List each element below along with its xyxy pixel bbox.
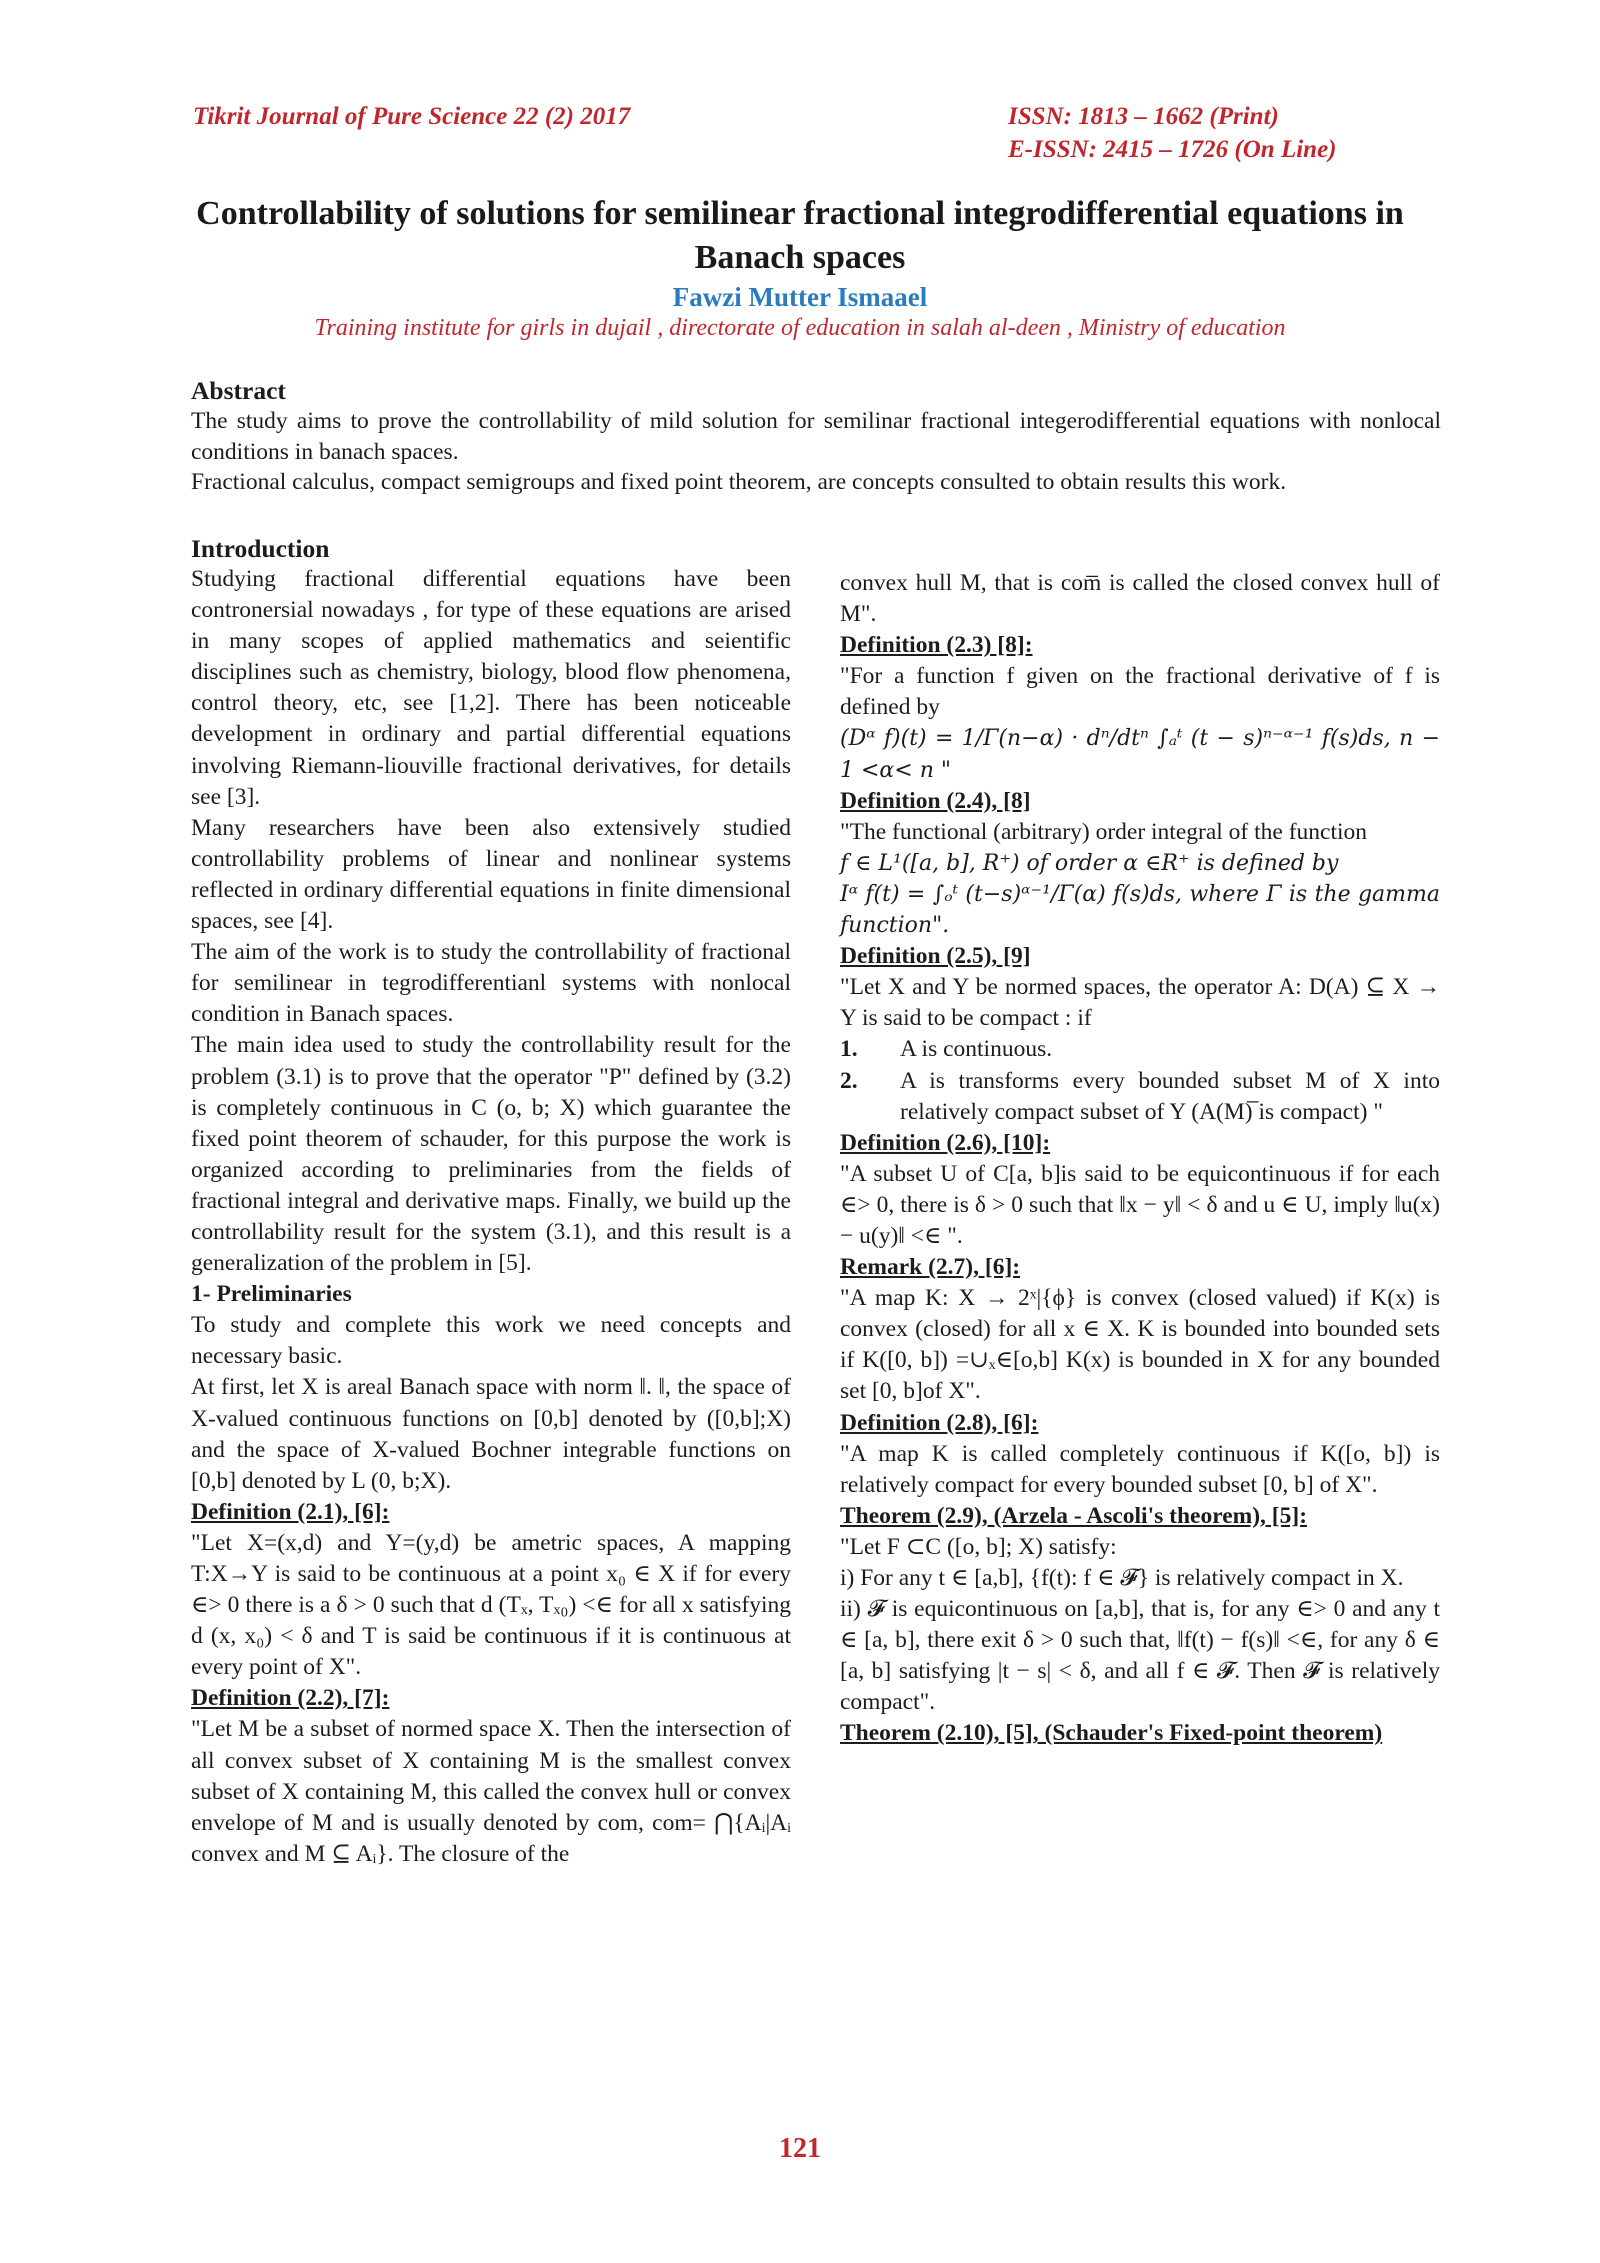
continued-text: convex hull M, that is com̅ is called the closed convex hull of M". (840, 570, 1440, 628)
theorem-2-9-intro: "Let F ⊂C ([o, b]; X) satisfy: (840, 1533, 1117, 1560)
theorem-2-9-item: ii) 𝓕 is equicontinuous on [a,b], that is, for any ∈> 0 and any t ∈ [a, b], there exit δ > 0 such that, ‖f(t) − f(s)‖ <∈, for any δ ∈ [a, b] satisfying |t − s| < δ, and all f ∈ 𝓕. Then 𝓕 is relatively compact". (840, 1596, 1440, 1716)
abstract-section (191, 376, 1441, 498)
author-affiliation: Training institute for girls in dujail , directorate of education in salah al-deen , Ministry of education (314, 315, 1286, 341)
abstract-heading: Abstract (191, 376, 286, 405)
page-number: 121 (779, 2133, 821, 2164)
issn-header (1008, 100, 1337, 166)
intro-paragraph: Many researchers have been also extensively studied controllability problems of linear and nonlinear systems reflected in ordinary differential equations in finite dimensional spaces, see [4]. (191, 814, 791, 935)
list-number: 2. (840, 1067, 858, 1094)
definition-2-8-heading: Definition (2.8), [6]: (840, 1409, 1039, 1436)
issn-print: ISSN: 1813 – 1662 (Print) (1008, 103, 1279, 130)
definition-2-4-heading: Definition (2.4), [8] (840, 787, 1031, 814)
definition-2-3-heading: Definition (2.3) [8]: (840, 632, 1033, 659)
theorem-2-9-heading: Theorem (2.9), (Arzela - Ascoli's theorem), [5]: (840, 1502, 1308, 1529)
remark-2-7-text: "A map K: X → 2ˣ|{ϕ} is convex (closed valued) if K(x) is convex (closed) for all x ∈ X. K is bounded into bounded sets if K([0, b]) =∪ₓ∈[o,b] K(x) is bounded in X for any bounded set [0, b]of X". (840, 1285, 1440, 1405)
definition-2-3-formula: (Dᵅ f)(t) = 1/Γ(n−α) · dⁿ/dtⁿ ∫ₐᵗ (t − s)ⁿ⁻ᵅ⁻¹ f(s)ds, n − 1 <α< n " (840, 726, 1440, 783)
definition-2-5-item (840, 1066, 1440, 1128)
right-column (840, 568, 1440, 1750)
abstract-paragraph: The study aims to prove the controllability of mild solution for semilinar fractional integerodifferential equations with nonlocal conditions in banach spaces. (191, 408, 1441, 465)
remark-2-7-heading: Remark (2.7), [6]: (840, 1254, 1021, 1281)
intro-paragraph: Studying fractional differential equations have been contronersial nowadays , for type of these equations are arised in many scopes of applied mathematics and seientific disciplines such as chemistry, biology, blood flow phenomena, control theory, etc, see [1,2]. There has been noticeable development in ordinary and partial differential equations involving Riemann-liouville fractional derivatives, for details see [3]. (191, 566, 791, 810)
introduction-heading: Introduction (191, 534, 330, 563)
definition-2-6-text: "A subset U of C[a, b]is said to be equicontinuous if for each ∈> 0, there is δ > 0 such that ‖x − y‖ < δ and u ∈ U, imply ‖u(x) − u(y)‖ <∈ ". (840, 1160, 1440, 1249)
left-column (191, 534, 791, 1870)
list-text: A is transforms every bounded subset M of X into relatively compact subset of Y (A(M)̅ is compact) " (900, 1067, 1440, 1125)
author-name: Fawzi Mutter Ismaael (672, 282, 928, 312)
journal-header: Tikrit Journal of Pure Science 22 (2) 2017 (193, 103, 631, 130)
prelim-paragraph: To study and complete this work we need concepts and necessary basic. (191, 1312, 791, 1370)
definition-2-5-text: "Let X and Y be normed spaces, the operator A: D(A) ⊆ X → Y is said to be compact : if (840, 974, 1440, 1032)
definition-2-4-text: "The functional (arbitrary) order integral of the function (840, 818, 1368, 845)
definition-2-2-heading: Definition (2.2), [7]: (191, 1685, 390, 1712)
theorem-2-10-heading: Theorem (2.10), [5], (Schauder's Fixed-point theorem) (840, 1720, 1383, 1747)
issn-online: E-ISSN: 2415 – 1726 (On Line) (1008, 136, 1337, 163)
paper-title: Controllability of solutions for semilinear fractional integrodifferential equations in Banach spaces (196, 195, 1404, 276)
intro-paragraph: The main idea used to study the controllability result for the problem (3.1) is to prove that the operator "P" defined by (3.2) is completely continuous in C (o, b; X) which guarantee the fixed point theorem of schauder, for this purpose the work is organized according to preliminaries from the fields of fractional integral and derivative maps. Finally, we build up the controllability result for the system (3.1), and this result is a generalization of the problem in [5]. (191, 1032, 791, 1277)
definition-2-4-formula-domain: f ∈ L¹([a, b], R⁺) of order α ∈R⁺ is defined by (840, 850, 1339, 876)
intro-paragraph: The aim of the work is to study the controllability of fractional for semilinear in tegrodifferentianl systems with nonlocal condition in Banach spaces. (191, 939, 791, 1028)
abstract-paragraph: Fractional calculus, compact semigroups and fixed point theorem, are concepts consulted to obtain results this work. (191, 469, 1287, 495)
definition-2-8-text: "A map K is called completely continuous if K([o, b]) is relatively compact for every bounded subset [0, b] of X". (840, 1440, 1440, 1498)
definition-2-2-text: "Let M be a subset of normed space X. Then the intersection of all convex subset of X containing M is the smallest convex subset of X containing M, this called the convex hull or convex envelope of M and is usually denoted by com, com= ⋂{Aᵢ|Aᵢ convex and M ⊆ Aᵢ}. The closure of the (191, 1716, 791, 1867)
definition-2-4-formula-integral: Iᵅ f(t) = ∫ₒᵗ (t−s)ᵅ⁻¹/Γ(α) f(s)ds, where Γ is the gamma function". (840, 881, 1440, 939)
preliminaries-heading: 1- Preliminaries (191, 1281, 352, 1308)
list-number: 1. (840, 1036, 858, 1063)
definition-2-1-text: "Let X=(x,d) and Y=(y,d) be ametric spaces, A mapping T:X→Y is said to be continuous at a point x₀ ∈ X if for every ∈> 0 there is a δ > 0 such that d (Tₓ, Tₓ₀) <∈ for all x satisfying d (x, x₀) < δ and T is said be continuous if it is continuous at every point of X". (191, 1529, 791, 1681)
theorem-2-9-item: i) For any t ∈ [a,b], {f(t): f ∈ 𝓕} is relatively compact in X. (840, 1565, 1404, 1591)
prelim-paragraph: At first, let X is areal Banach space with norm ‖. ‖, the space of X-valued continuous functions on [0,b] denoted by ([0,b];X) and the space of X-valued Bochner integrable functions on [0,b] denoted by L (0, b;X). (191, 1374, 791, 1494)
definition-2-1-heading: Definition (2.1), [6]: (191, 1498, 390, 1525)
definition-2-5-item (840, 1034, 1440, 1065)
definition-2-5-heading: Definition (2.5), [9] (840, 943, 1031, 970)
definition-2-3-text: "For a function f given on the fractional derivative of f is defined by (840, 663, 1440, 721)
definition-2-6-heading: Definition (2.6), [10]: (840, 1129, 1051, 1156)
list-text: A is continuous. (900, 1036, 1053, 1063)
